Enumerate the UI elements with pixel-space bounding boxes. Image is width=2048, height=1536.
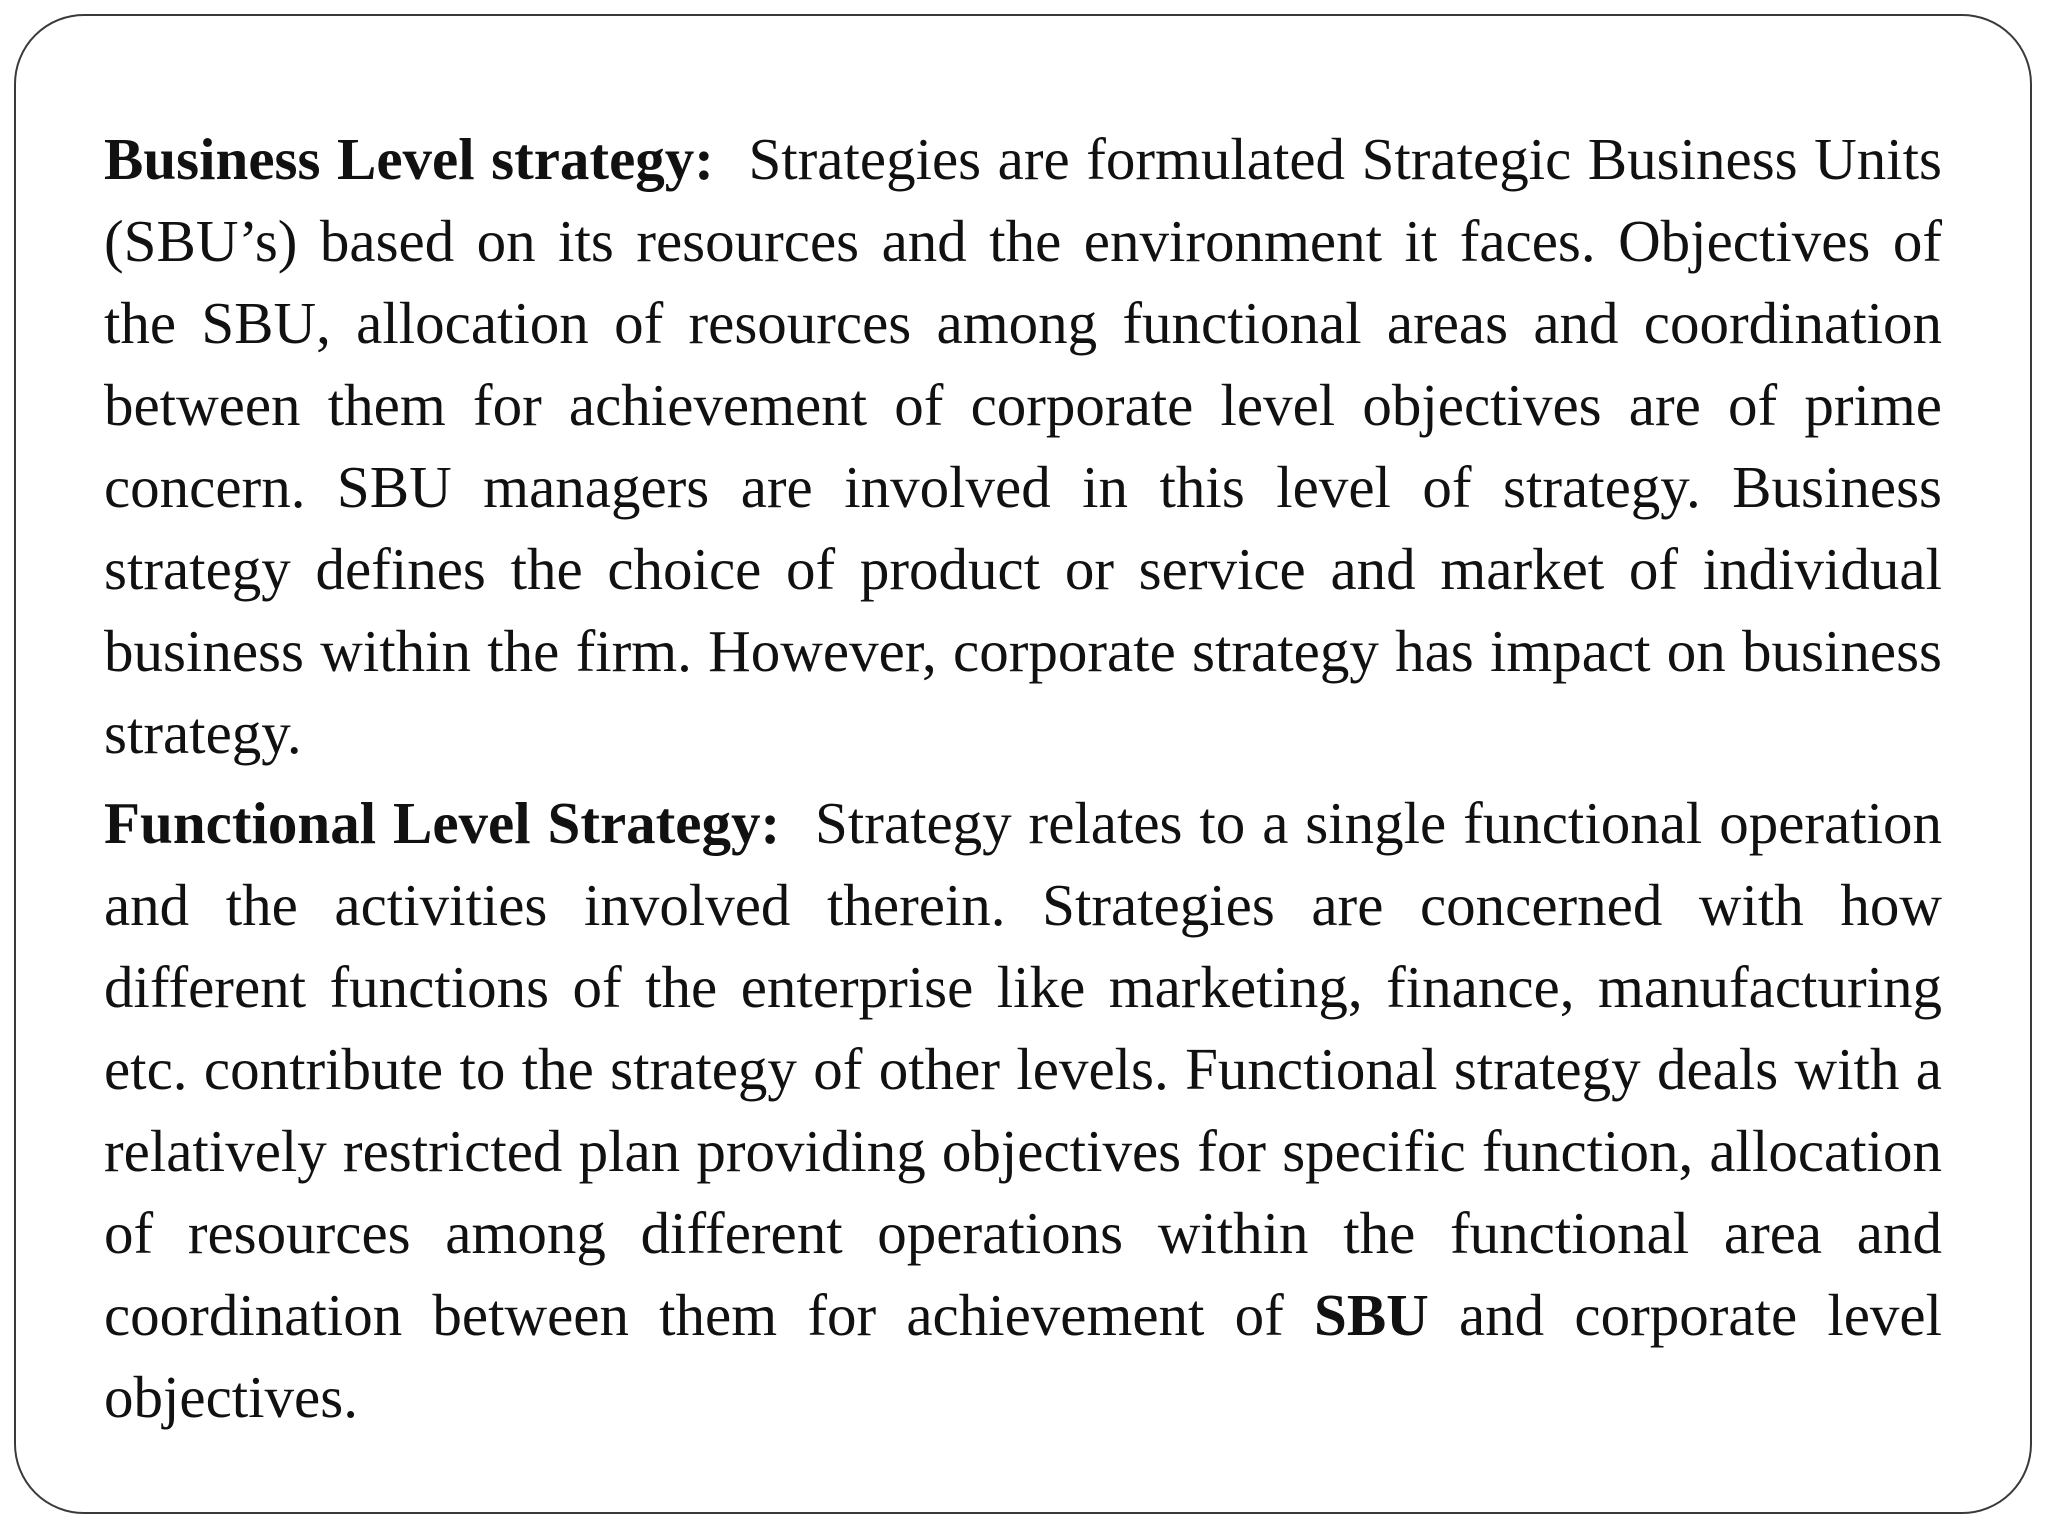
slide-frame	[14, 14, 2032, 1514]
functional-level-text-end: and corporate level objectives.	[104, 1282, 1942, 1430]
sbu-bold-term: SBU	[1314, 1282, 1429, 1348]
functional-level-text: Strategy relates to a single functional operation and the activities involved therein. Strategies are concerned with how different functions of the enterprise like marketing, finance, manufacturing etc. contribute to the strategy of other levels. Functional strategy deals with a relatively restricted plan providing objectives for specific function, allocation of resources among different operations within the functional area and coordination between them for achievement of	[104, 790, 1942, 1348]
business-level-paragraph	[104, 118, 1942, 774]
slide-content	[104, 118, 1942, 1438]
functional-level-heading: Functional Level Strategy:	[104, 790, 781, 856]
business-level-heading: Business Level strategy:	[104, 126, 714, 192]
functional-level-paragraph	[104, 782, 1942, 1438]
business-level-text: Strategies are formulated Strategic Business Units (SBU’s) based on its resources and the environment it faces. Objectives of the SBU, allocation of resources among functional areas and coordination between them for achievement of corporate level objectives are of prime concern. SBU managers are involved in this level of strategy. Business strategy defines the choice of product or service and market of individual business within the firm. However, corporate strategy has impact on business strategy.	[104, 126, 1943, 766]
